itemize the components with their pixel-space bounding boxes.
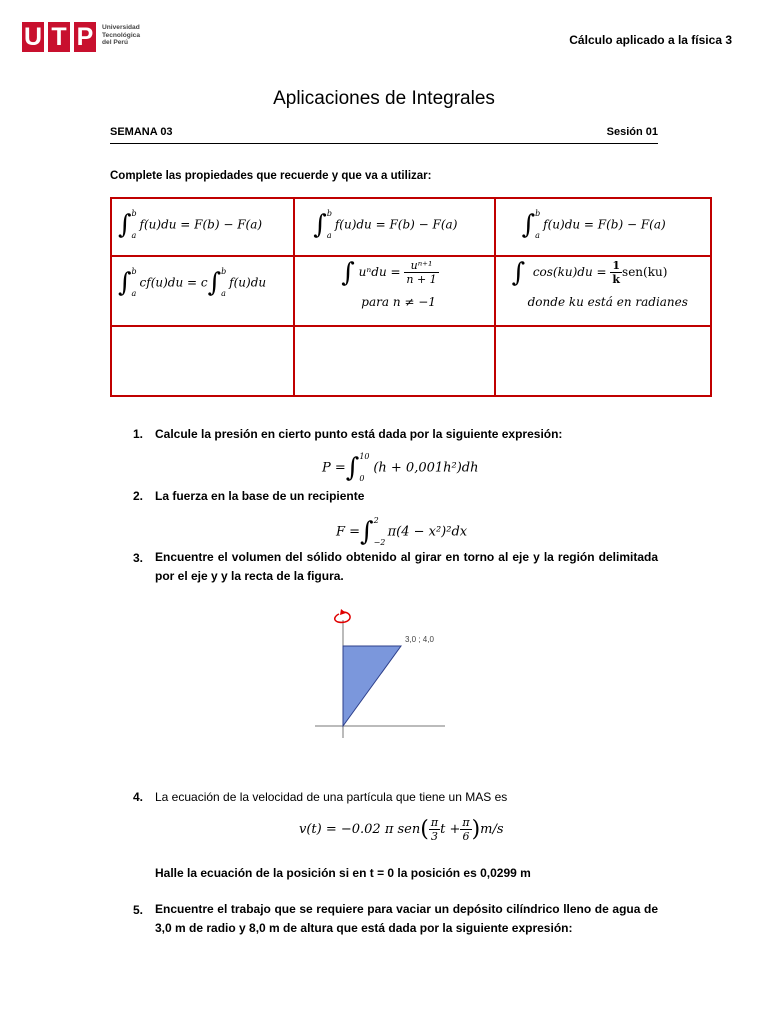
logo-letter-p: P	[74, 22, 96, 52]
formula-2: F =∫ 2 −2 π(4 − x²)²dx	[336, 516, 468, 547]
instructions: Complete las propiedades que recuerde y que va a utilizar:	[110, 170, 432, 182]
property-cell: ∫ b a f(u)du = F(b) − F(a)	[495, 198, 711, 256]
problem-4-follow-up: Halle la ecuación de la posición si en t = 0 la posición es 0,0299 m	[155, 866, 531, 880]
problem-2: 2. La fuerza en la base de un recipiente	[133, 489, 365, 503]
property-cell: ∫ b a f(u)du = F(b) − F(a)	[294, 198, 494, 256]
problem-3: Encuentre el volumen del sólido obtenido al girar en torno al eje y la región delimitada por el eje y y la recta de la figura.	[155, 550, 658, 583]
point-label: 3,0 ; 4,0	[405, 635, 434, 644]
formula-4: v(t) = −0.02 π sen( $\frac{\pi}{3}$ t + $\frac{\pi}{6}$ )m/s	[299, 816, 504, 843]
course-name: Cálculo aplicado a la física 3	[569, 33, 732, 47]
property-cell: ∫ cos(ku)du = $\frac{1}{k}$ sen(ku) donde ku está en radianes	[495, 256, 711, 326]
empty-cell	[495, 326, 711, 396]
empty-cell	[294, 326, 494, 396]
property-formula: f(u)du = F(b) − F(a)	[334, 217, 458, 232]
empty-cell	[111, 326, 294, 396]
sesion-label: Sesión 01	[606, 126, 658, 138]
property-cell: ∫ uⁿdu = $\frac{\text{uⁿ⁺¹}}{n + 1}$ para n ≠ −1	[294, 256, 494, 326]
property-cell: ∫ b a f(u)du = F(b) − F(a)	[111, 198, 294, 256]
property-formula: f(u)du = F(b) − F(a)	[543, 217, 666, 232]
property-formula: f(u)du = F(b) − F(a)	[139, 217, 263, 232]
properties-table	[110, 197, 712, 397]
problem-1: 1. Calcule la presión en cierto punto está dada por la siguiente expresión:	[133, 427, 563, 441]
region-figure	[305, 600, 455, 740]
problem-4: 4. La ecuación de la velocidad de una partícula que tiene un MAS es	[133, 790, 508, 804]
divider	[110, 143, 658, 144]
shaded-region	[343, 646, 401, 726]
radians-note: donde ku está en radianes	[527, 295, 688, 309]
problem-3-number: 3.	[133, 551, 144, 565]
problem-5: Encuentre el trabajo que se requiere para vaciar un depósito cilíndrico lleno de agua de 3,0 m de radio y 8,0 m de altura que está dada por la siguiente expresión:	[155, 902, 658, 935]
property-cell: ∫ b a cf(u)du = c∫ b a f(u)du	[111, 256, 294, 326]
condition: para n ≠ −1	[361, 295, 436, 309]
logo-letter-t: T	[48, 22, 70, 52]
logo-letter-u: U	[23, 23, 43, 51]
formula-1: P =∫ 10 0 (h + 0,001h²)dh	[322, 452, 479, 483]
semana-label: SEMANA 03	[110, 126, 173, 138]
university-name: Universidad Tecnológica del Perú	[102, 24, 140, 46]
session-row	[110, 126, 658, 138]
page-title: Aplicaciones de Integrales	[273, 88, 495, 109]
problem-5-number: 5.	[133, 903, 144, 917]
